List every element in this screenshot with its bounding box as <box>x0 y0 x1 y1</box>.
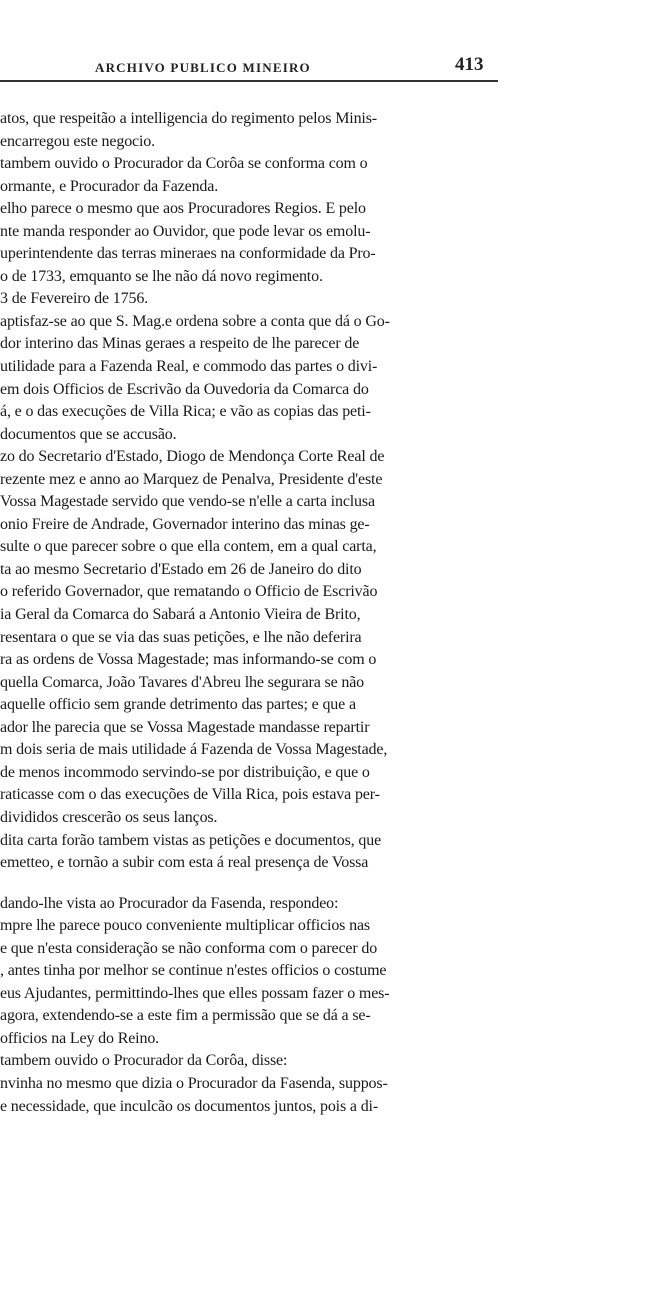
text-line: 3 de Fevereiro de 1756. <box>0 290 149 308</box>
text-line: e necessidade, que inculcão os documentos juntos, pois a di- <box>0 1097 379 1115</box>
running-header <box>0 52 661 82</box>
text-line: e que n'esta consideração se não conforma com o parecer do <box>0 939 378 957</box>
text-line: divididos crescerão os seus lanços. <box>0 808 218 826</box>
text-line: Vossa Magestade servido que vendo-se n'elle a carta inclusa <box>0 493 375 511</box>
text-line: de menos incommodo servindo-se por distribuição, e que o <box>0 763 370 781</box>
text-line: ormante, e Procurador da Fazenda. <box>0 177 219 195</box>
text-line: ador lhe parecia que se Vossa Magestade mandasse repartir <box>0 718 370 736</box>
text-block-2 <box>0 893 500 1118</box>
text-line: aquelle officio sem grande detrimento das partes; e que a <box>0 696 356 714</box>
text-line: ra as ordens de Vossa Magestade; mas informando-se com o <box>0 651 377 669</box>
text-block-1 <box>0 108 500 875</box>
text-line: tambem ouvido o Procurador da Corôa se conforma com o <box>0 155 368 173</box>
text-line: em dois Officios de Escrivão da Ouvedoria da Comarca do <box>0 380 369 398</box>
text-line: dita carta forão tambem vistas as petições e documentos, que <box>0 831 382 849</box>
text-line: rezente mez e anno ao Marquez de Penalva, Presidente d'este <box>0 470 383 488</box>
text-line: resentara o que se via das suas petições, e lhe não deferira <box>0 628 362 646</box>
text-line: zo do Secretario d'Estado, Diogo de Mendonça Corte Real de <box>0 448 385 466</box>
text-line: dando-lhe vista ao Procurador da Fasenda, respondeo: <box>0 894 339 912</box>
text-line: atos, que respeitão a intelligencia do regimento pelos Minis- <box>0 110 377 127</box>
text-line: emetteo, e tornão a subir com esta á real presença de Vossa <box>0 854 369 872</box>
text-line: utilidade para a Fazenda Real, e commodo das partes o divi- <box>0 358 378 376</box>
text-line: nte manda responder ao Ouvidor, que pode levar os emolu- <box>0 222 371 240</box>
text-line: agora, extendendo-se a este fim a permissão que se dá a se- <box>0 1007 371 1025</box>
text-line: mpre lhe parece pouco conveniente multiplicar officios nas <box>0 917 370 935</box>
body-text <box>0 108 500 1118</box>
text-line: encarregou este negocio. <box>0 132 155 150</box>
text-line: ta ao mesmo Secretario d'Estado em 26 de Janeiro do dito <box>0 560 362 578</box>
text-line: nvinha no mesmo que dizia o Procurador da Fasenda, suppos- <box>0 1074 388 1092</box>
paragraph-gap <box>0 875 500 893</box>
text-line: uperintendente das terras mineraes na conformidade da Pro- <box>0 245 376 263</box>
text-line: elho parece o mesmo que aos Procuradores Regios. E pelo <box>0 200 366 218</box>
text-line: m dois seria de mais utilidade á Fazenda de Vossa Magestade, <box>0 741 388 759</box>
text-line: onio Freire de Andrade, Governador interino das minas ge- <box>0 515 370 533</box>
text-line: quella Comarca, João Tavares d'Abreu lhe segurara se não <box>0 673 365 691</box>
text-line: o referido Governador, que rematando o Officio de Escrivão <box>0 583 378 601</box>
header-rule <box>0 80 498 82</box>
running-title: ARCHIVO PUBLICO MINEIRO <box>95 60 311 75</box>
text-line: dor interino das Minas geraes a respeito de lhe parecer de <box>0 335 360 353</box>
text-line: aptisfaz-se ao que S. Mag.e ordena sobre a conta que dá o Go- <box>0 312 390 330</box>
text-line: eus Ajudantes, permittindo-lhes que elles possam fazer o mes- <box>0 984 390 1002</box>
text-line: tambem ouvido o Procurador da Corôa, disse: <box>0 1052 288 1070</box>
text-line: officios na Ley do Reino. <box>0 1029 160 1047</box>
text-line: ia Geral da Comarca do Sabará a Antonio Vieira de Brito, <box>0 606 361 624</box>
page-number: 413 <box>455 54 484 75</box>
text-line: o de 1733, emquanto se lhe não dá novo regimento. <box>0 267 323 285</box>
text-line: documentos que se accusão. <box>0 425 177 443</box>
text-line: raticasse com o das execuções de Villa Rica, pois estava per- <box>0 786 380 804</box>
text-line: sulte o que parecer sobre o que ella contem, em a qual carta, <box>0 538 377 556</box>
text-line: , antes tinha por melhor se continue n'estes officios o costume <box>0 962 387 980</box>
text-line: á, e o das execuções de Villa Rica; e vão as copias das peti- <box>0 403 371 421</box>
